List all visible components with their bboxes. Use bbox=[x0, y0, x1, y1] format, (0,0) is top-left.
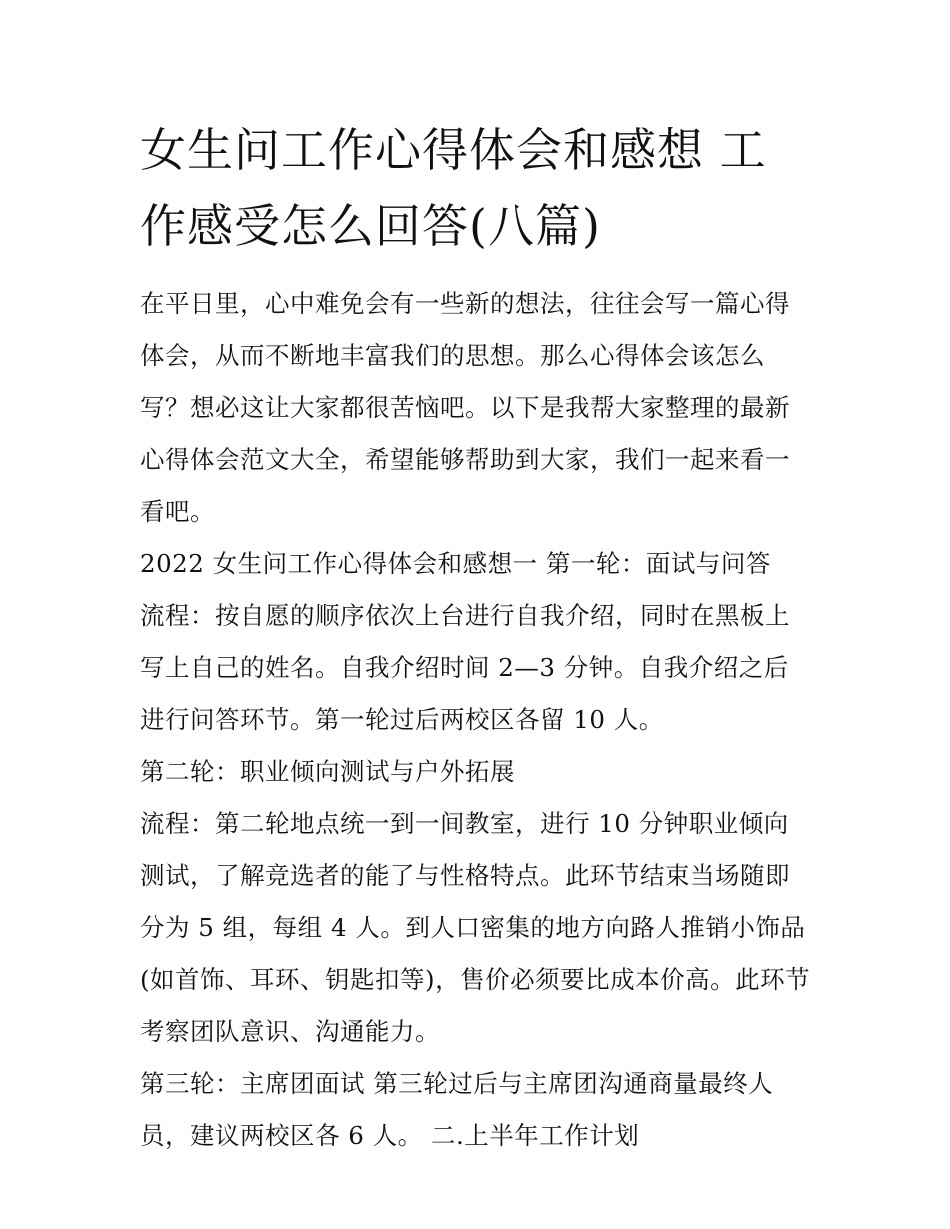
round-one-process-paragraph: 流程：按自愿的顺序依次上台进行自我介绍，同时在黑板上写上自己的姓名。自我介绍时间 2—3 分钟。自我介绍之后进行问答环节。第一轮过后两校区各留 10 人。 bbox=[140, 601, 790, 734]
round-two-process-paragraph: 流程：第二轮地点统一到一间教室，进行 10 分钟职业倾向测试，了解竞选者的能了与性格特点。此环节结束当场随即分为 5 组，每组 4 人。到人口密集的地方向路人推销小饰品(如首饰、耳环、钥匙扣等)，售价必须要比成本价高。此环节考察团队意识、沟通能力。 bbox=[140, 809, 811, 1046]
section-heading-round-one: 2022 女生问工作心得体会和感想一 第一轮：面试与问答 bbox=[140, 549, 771, 578]
round-three-paragraph: 第三轮：主席团面试 第三轮过后与主席团沟通商量最终人员，建议两校区各 6 人。 二.上半年工作计划 bbox=[140, 1069, 774, 1150]
intro-paragraph: 在平日里，心中难免会有一些新的想法，往往会写一篇心得体会，从而不断地丰富我们的思想。那么心得体会该怎么写？想必这让大家都很苦恼吧。以下是我帮大家整理的最新心得体会范文大全，希望能够帮助到大家，我们一起来看一看吧。 bbox=[140, 289, 790, 526]
document-page bbox=[140, 112, 812, 1162]
section-heading-round-two: 第二轮：职业倾向测试与户外拓展 bbox=[140, 757, 515, 786]
document-title: 女生问工作心得体会和感想 工作感受怎么回答(八篇) bbox=[140, 123, 767, 253]
